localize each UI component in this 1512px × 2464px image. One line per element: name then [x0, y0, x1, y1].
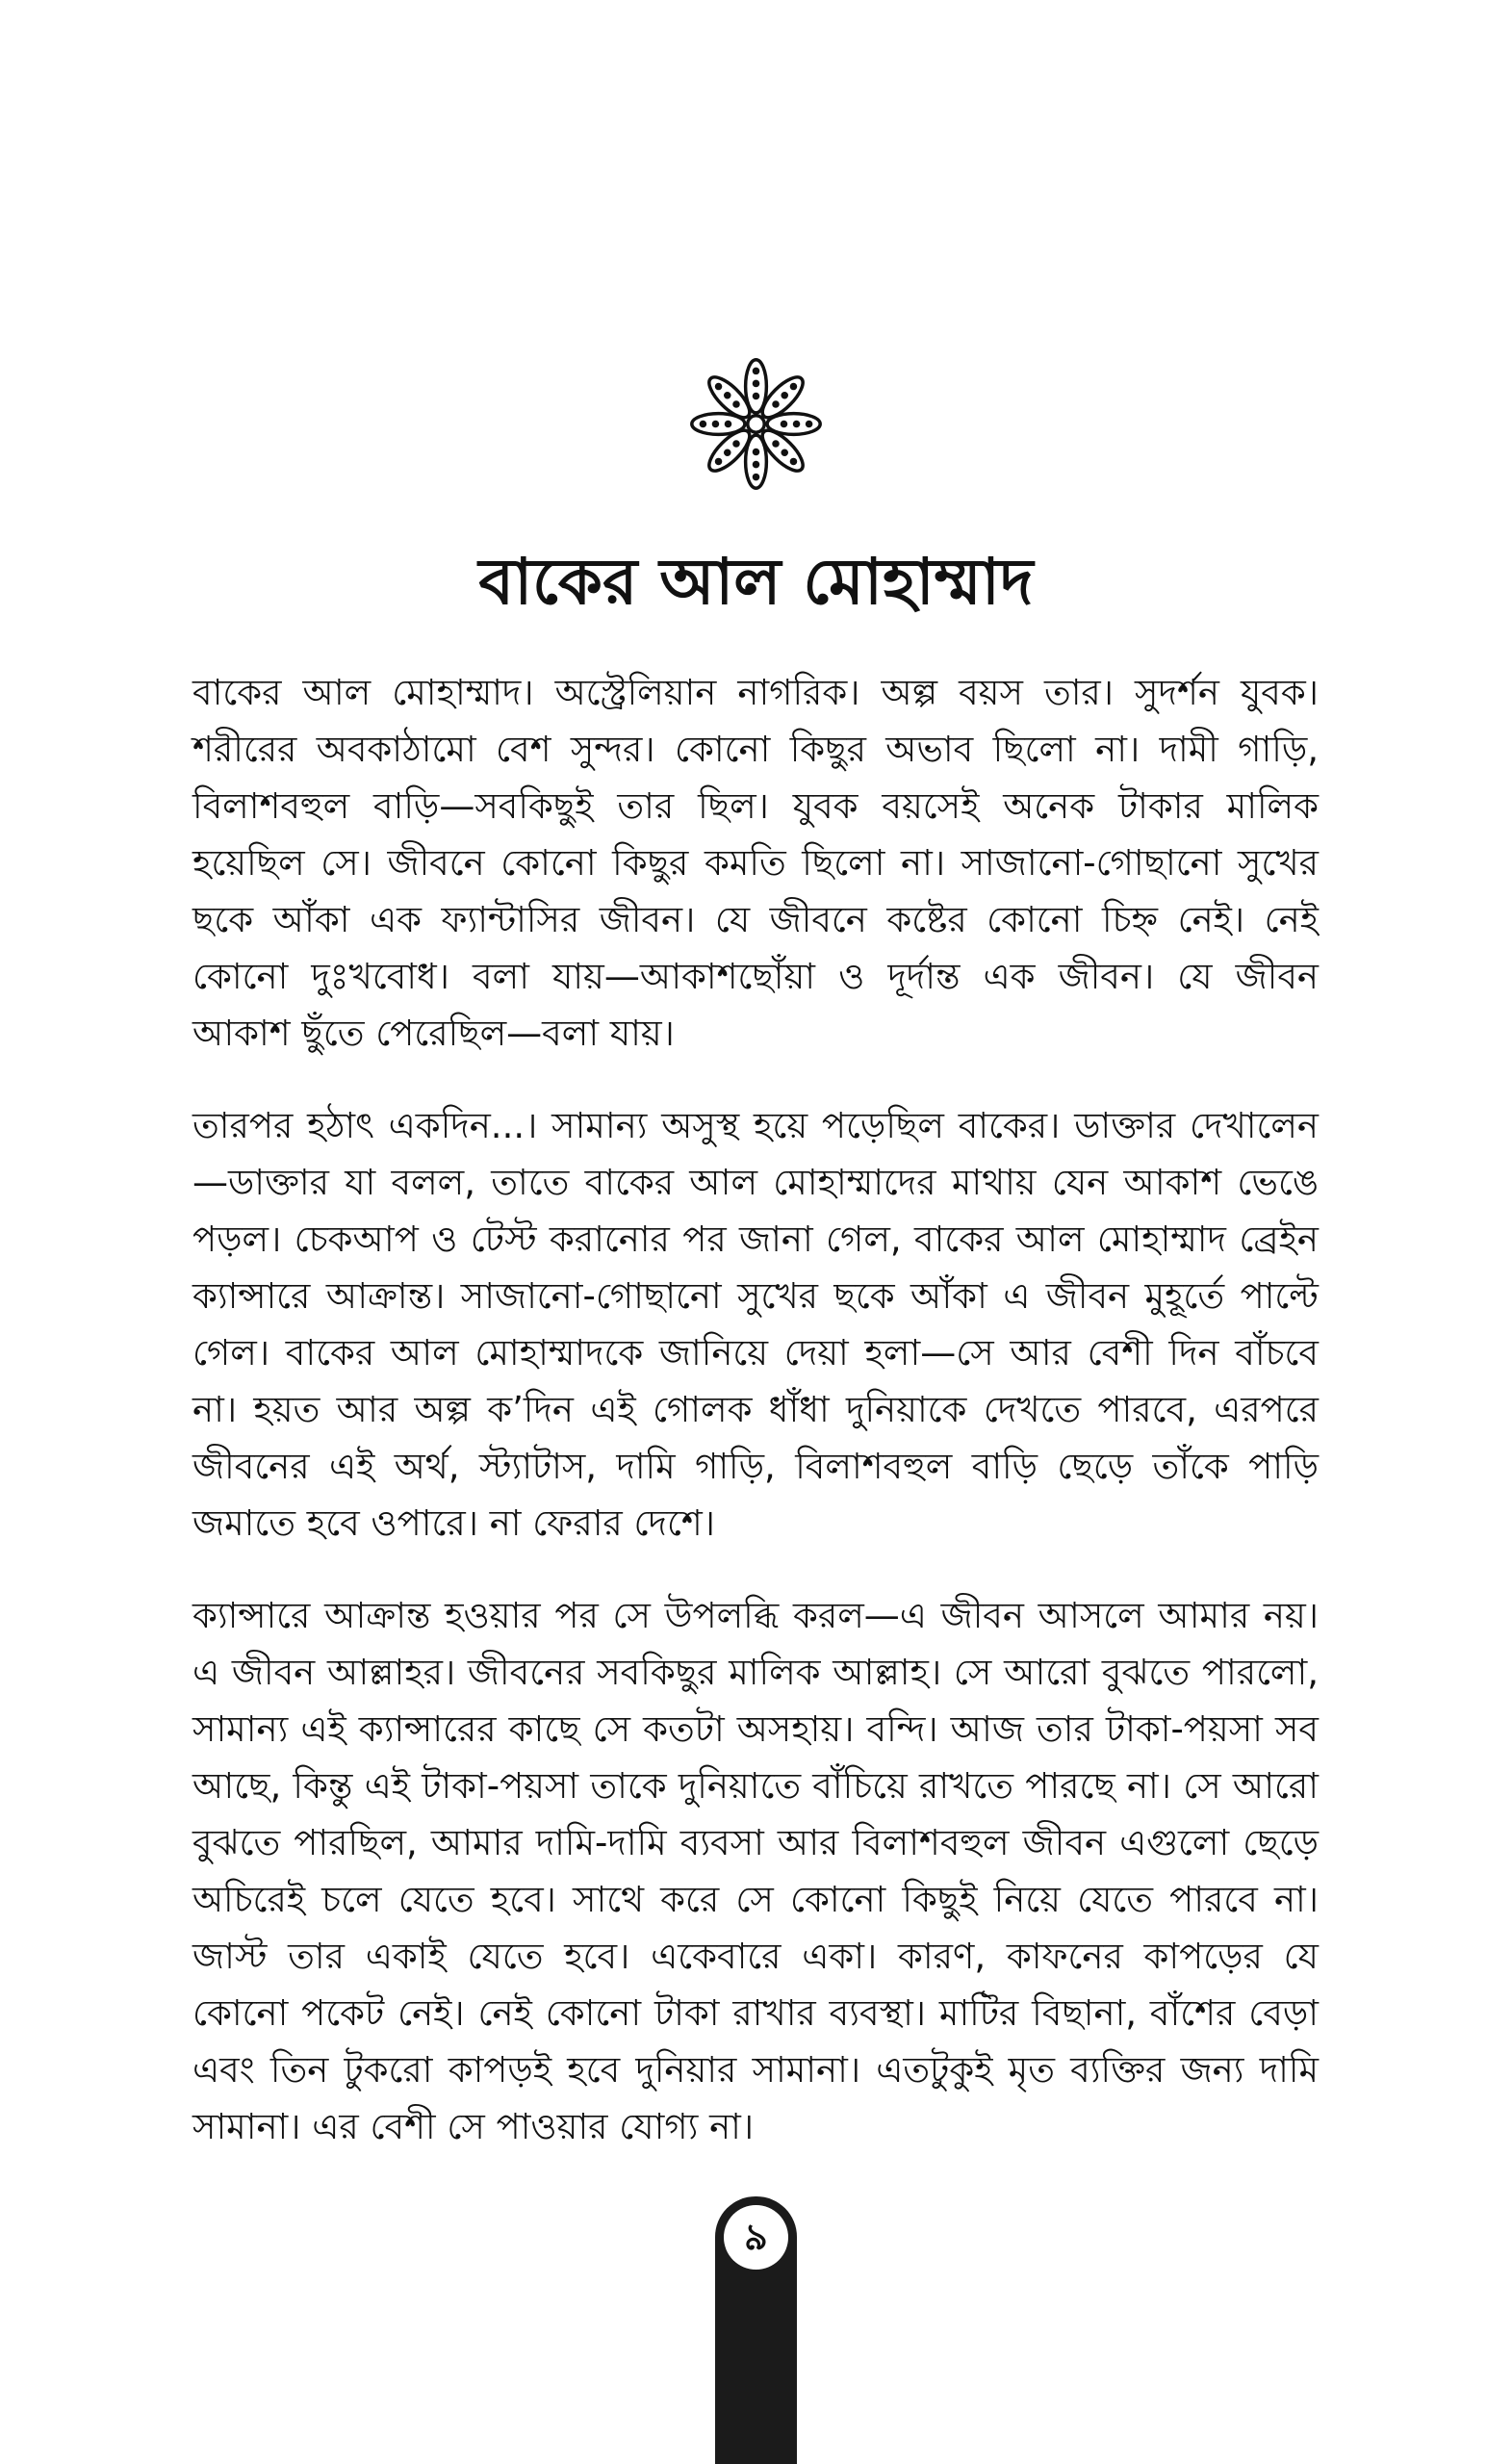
paragraph: ক্যান্সারে আক্রান্ত হওয়ার পর সে উপলব্ধি করল—এ জীবন আসলে আমার নয়। এ জীবন আল্লাহর। জীবনের সবকিছুর মালিক আল্লাহ। সে আরো বুঝতে পারলো, সামান্য এই ক্যান্সারের কাছে সে কতটা অসহায়। বন্দি। আজ তার টাকা-পয়সা সব আছে, কিন্তু এই টাকা-পয়সা তাকে দুনিয়াতে বাঁচিয়ে রাখতে পারছে না। সে আরো বুঝতে পারছিল, আমার দামি-দামি ব্যবসা আর বিলাশবহুল জীবন এগুলো ছেড়ে অচিরেই চলে যেতে হবে। সাথে করে সে কোনো কিছুই নিয়ে যেতে পারবে না। জাস্ট তার একাই যেতে হবে। একেবারে একা। কারণ, কাফনের কাপড়ের যে কোনো পকেট নেই। নেই কোনো টাকা রাখার ব্যবস্থা। মাটির বিছানা, বাঁশের বেড়া এবং তিন টুকরো কাপড়ই হবে দুনিয়ার সামানা। এতটুকুই মৃত ব্যক্তির জন্য দামি সামানা। এর বেশী সে পাওয়ার যোগ্য না।	[192, 1595, 1319, 2147]
paragraph: তারপর হঠাৎ একদিন...। সামান্য অসুস্থ হয়ে পড়েছিল বাকের। ডাক্তার দেখালেন—ডাক্তার যা বলল, তাতে বাকের আল মোহাম্মাদের মাথায় যেন আকাশ ভেঙে পড়ল। চেকআপ ও টেস্ট করানোর পর জানা গেল, বাকের আল মোহাম্মাদ ব্রেইন ক্যান্সারে আক্রান্ত। সাজানো-গোছানো সুখের ছকে আঁকা এ জীবন মুহূর্তে পাল্টে গেল। বাকের আল মোহাম্মাদকে জানিয়ে দেয়া হলা—সে আর বেশী দিন বাঁচবে না। হয়ত আর অল্প ক’দিন এই গোলক ধাঁধা দুনিয়াকে দেখতে পারবে, এরপরে জীবনের এই অর্থ, স্ট্যাটাস, দামি গাড়ি, বিলাশবহুল বাড়ি ছেড়ে তাঁকে পাড়ি জমাতে হবে ওপারে। না ফেরার দেশে।	[192, 1105, 1319, 1544]
body-text	[192, 664, 1319, 2191]
chapter-title: বাকের আল মোহাম্মাদ	[478, 545, 1034, 619]
paragraph: বাকের আল মোহাম্মাদ। অস্ট্রেলিয়ান নাগরিক। অল্প বয়স তার। সুদর্শন যুবক। শরীরের অবকাঠামো বেশ সুন্দর। কোনো কিছুর অভাব ছিলো না। দামী গাড়ি, বিলাশবহুল বাড়ি—সবকিছুই তার ছিল। যুবক বয়সেই অনেক টাকার মালিক হয়েছিল সে। জীবনে কোনো কিছুর কমতি ছিলো না। সাজানো-গোছানো সুখের ছকে আঁকা এক ফ্যান্টাসির জীবন। যে জীবনে কষ্টের কোনো চিহ্ন নেই। নেই কোনো দুঃখবোধ। বলা যায়—আকাশছোঁয়া ও দূর্দান্ত এক জীবন। যে জীবন আকাশ ছুঁতে পেরেছিল—বলা যায়।	[192, 672, 1319, 1054]
page-number: ৯	[724, 2205, 788, 2270]
flower-ornament-icon	[686, 354, 826, 494]
